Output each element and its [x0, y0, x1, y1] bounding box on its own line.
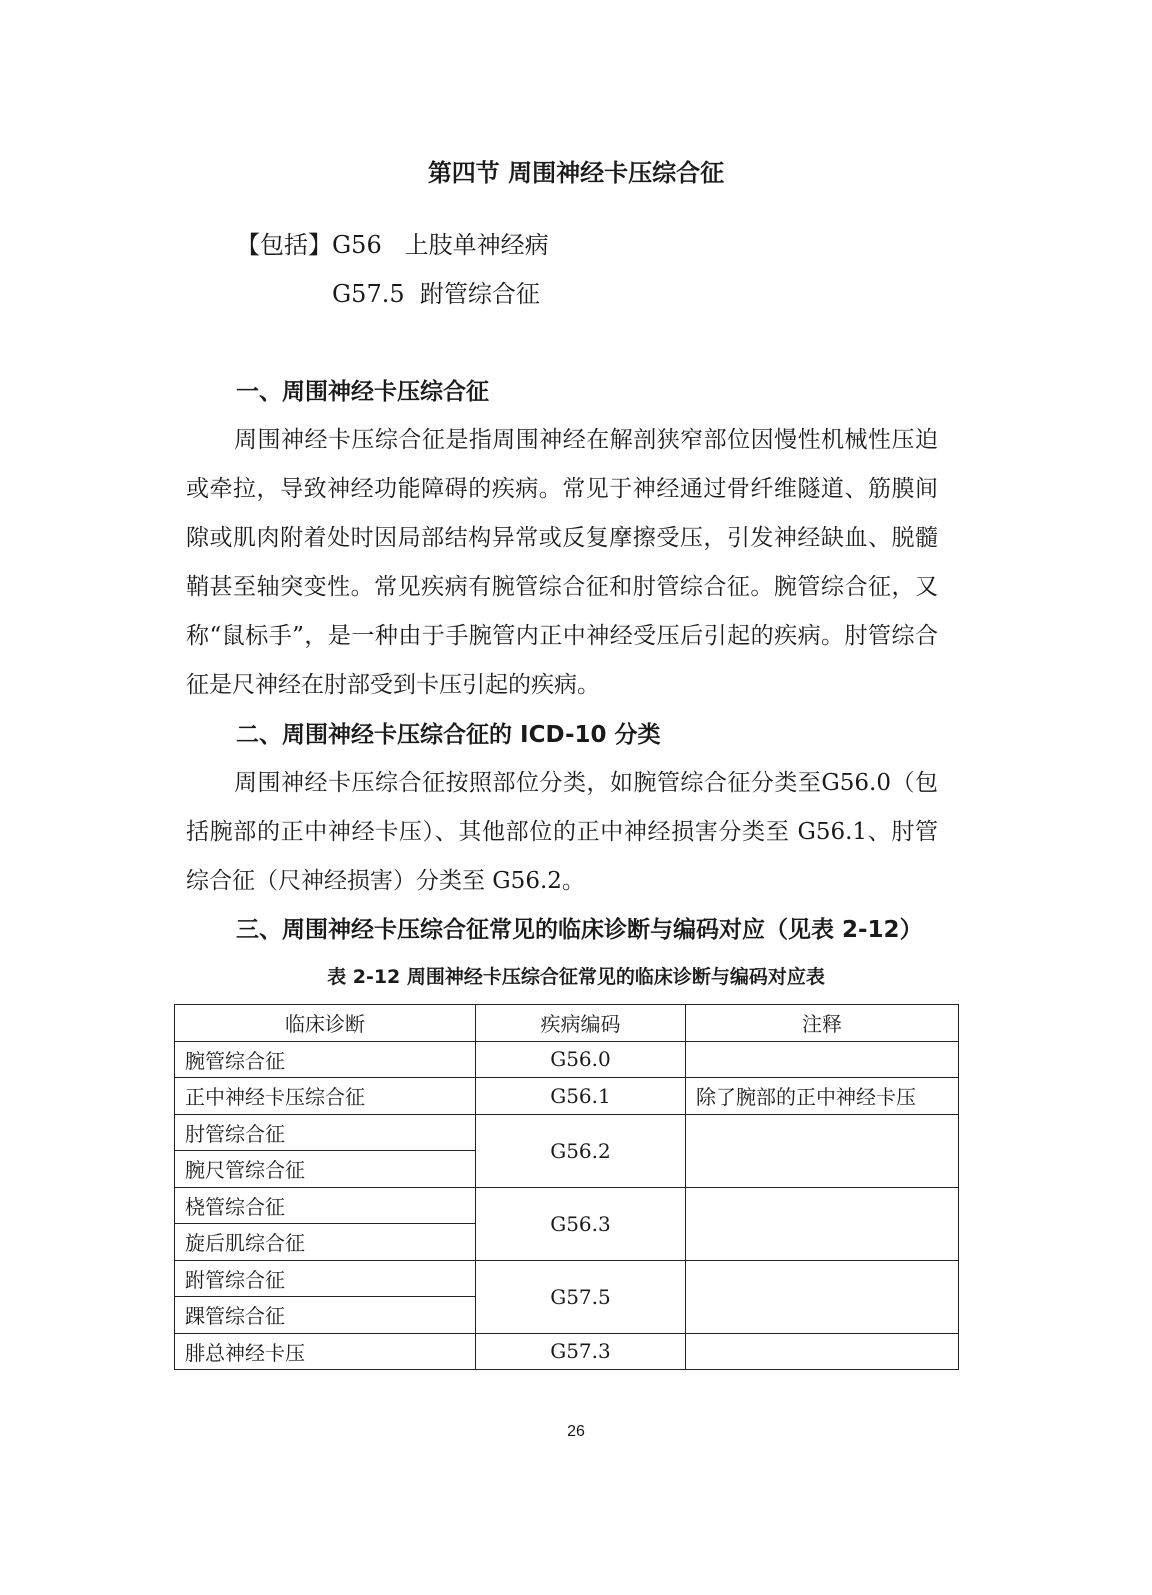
table-caption: 表 2-12 周围神经卡压综合征常见的临床诊断与编码对应表 — [327, 966, 825, 988]
diagnosis-cell: 旋后肌综合征 — [175, 1224, 476, 1261]
diagnosis-cell: 腕尺管综合征 — [175, 1151, 476, 1188]
note-cell — [686, 1114, 959, 1187]
header-diagnosis: 临床诊断 — [175, 1005, 476, 1042]
heading-1: 一、周围神经卡压综合征 — [236, 379, 489, 405]
code-cell: G56.1 — [476, 1078, 686, 1115]
table-row — [175, 1260, 959, 1297]
table-row — [175, 1187, 959, 1224]
table-header-row — [175, 1005, 959, 1042]
heading-3: 三、周围神经卡压综合征常见的临床诊断与编码对应（见表 2-12） — [236, 917, 923, 943]
table-row — [175, 1041, 959, 1078]
table-row — [175, 1114, 959, 1151]
code-cell: G57.5 — [476, 1260, 686, 1333]
code-cell: G56.3 — [476, 1187, 686, 1260]
diagnosis-cell: 踝管综合征 — [175, 1297, 476, 1334]
includes-line-2: G57.5 跗管综合征 — [332, 280, 540, 308]
code-cell: G57.3 — [476, 1333, 686, 1370]
code-cell: G56.2 — [476, 1114, 686, 1187]
table-row — [175, 1333, 959, 1370]
diagnosis-cell: 肘管综合征 — [175, 1114, 476, 1151]
heading-2: 二、周围神经卡压综合征的 ICD-10 分类 — [236, 722, 661, 748]
section-title: 第四节 周围神经卡压综合征 — [427, 159, 725, 187]
diagnosis-cell: 腕管综合征 — [175, 1041, 476, 1078]
header-code: 疾病编码 — [476, 1005, 686, 1042]
note-cell: 除了腕部的正中神经卡压 — [686, 1078, 959, 1115]
diagnosis-cell: 腓总神经卡压 — [175, 1333, 476, 1370]
note-cell — [686, 1041, 959, 1078]
diagnosis-cell: 桡管综合征 — [175, 1187, 476, 1224]
note-cell — [686, 1260, 959, 1333]
page-number: 26 — [567, 1423, 585, 1440]
diagnosis-cell: 跗管综合征 — [175, 1260, 476, 1297]
note-cell — [686, 1187, 959, 1260]
includes-line-1: 【包括】G56 上肢单神经病 — [236, 231, 549, 259]
table-row — [175, 1078, 959, 1115]
diagnosis-cell: 正中神经卡压综合征 — [175, 1078, 476, 1115]
header-note: 注释 — [686, 1005, 959, 1042]
code-cell: G56.0 — [476, 1041, 686, 1078]
note-cell — [686, 1333, 959, 1370]
paragraph-2: 周围神经卡压综合征按照部位分类，如腕管综合征分类至G56.0（包括腕部的正中神经卡压）、其他部位的正中神经损害分类至 G56.1、肘管综合征（尺神经损害）分类至 G56.2。 — [186, 770, 938, 894]
paragraph-1: 周围神经卡压综合征是指周围神经在解剖狭窄部位因慢性机械性压迫或牵拉，导致神经功能障碍的疾病。常见于神经通过骨纤维隧道、筋膜间隙或肌肉附着处时因局部结构异常或反复摩擦受压，引发神经缺血、脱髓鞘甚至轴突变性。常见疾病有腕管综合征和肘管综合征。腕管综合征，又称“鼠标手”，是一种由于手腕管内正中神经受压后引起的疾病。肘管综合征是尺神经在肘部受到卡压引起的疾病。 — [186, 427, 938, 698]
diagnosis-code-table — [174, 1004, 959, 1370]
